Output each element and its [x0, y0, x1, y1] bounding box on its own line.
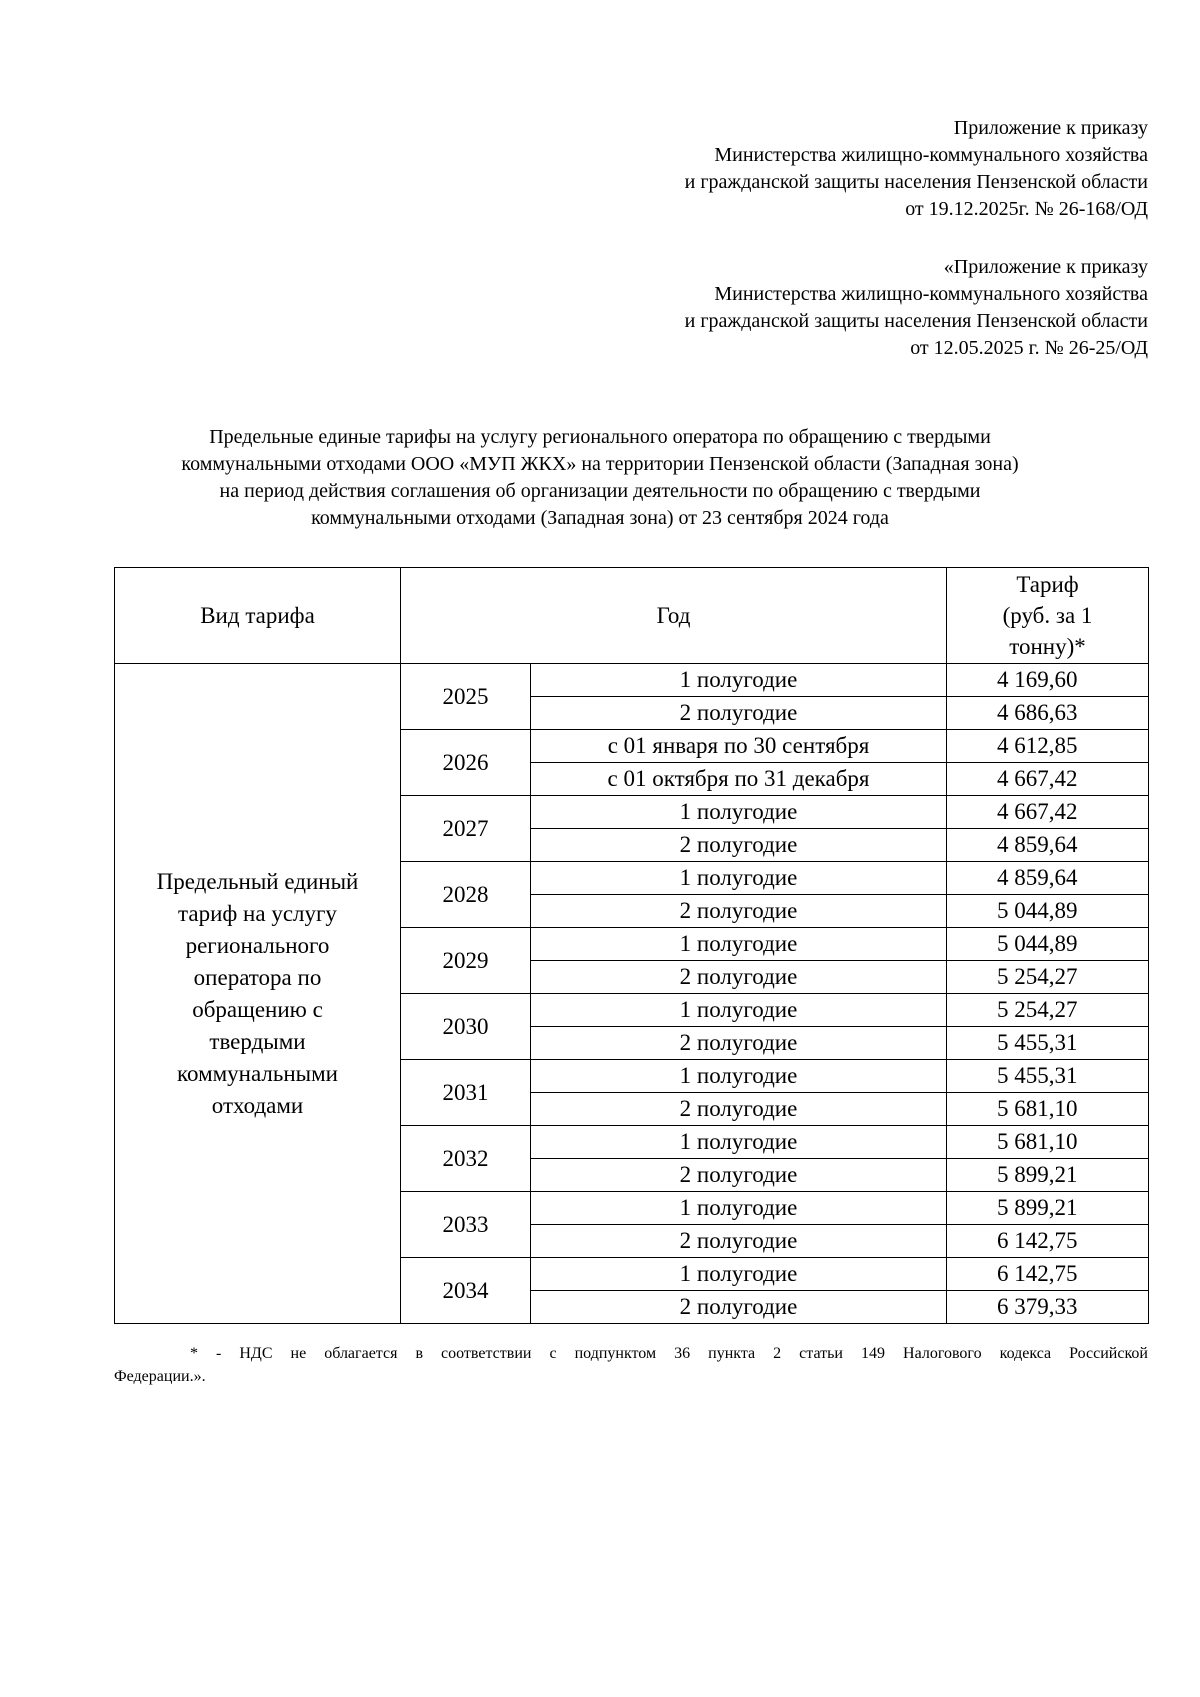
period-cell: 2 полугодие [531, 1159, 947, 1192]
table-row [115, 664, 1149, 697]
period-cell: 2 полугодие [531, 961, 947, 994]
tariff-value-cell: 4 667,42 [947, 796, 1149, 829]
year-cell: 2032 [401, 1126, 531, 1192]
tariff-value-cell: 5 044,89 [947, 895, 1149, 928]
year-cell: 2033 [401, 1192, 531, 1258]
tariff-value-cell: 5 455,31 [947, 1060, 1149, 1093]
tariff-value-cell: 5 899,21 [947, 1159, 1149, 1192]
table-body [115, 664, 1149, 1324]
year-cell: 2027 [401, 796, 531, 862]
period-cell: с 01 октября по 31 декабря [531, 763, 947, 796]
tariff-value-cell: 5 899,21 [947, 1192, 1149, 1225]
tariff-kind-line: тариф на услугу [178, 900, 337, 926]
tariff-value-cell: 5 254,27 [947, 994, 1149, 1027]
title-line: коммунальными отходами (Западная зона) от 23 сентября 2024 года [311, 507, 889, 529]
period-cell: 1 полугодие [531, 1060, 947, 1093]
annex-line: и гражданской защиты населения Пензенской области [684, 171, 1148, 193]
tariff-kind-cell [115, 664, 401, 1324]
annex-line: от 12.05.2025 г. № 26-25/ОД [910, 337, 1148, 359]
period-cell: 2 полугодие [531, 697, 947, 730]
annex-line: «Приложение к приказу [943, 256, 1148, 278]
tariff-value-cell: 5 455,31 [947, 1027, 1149, 1060]
tariff-value-cell: 4 169,60 [947, 664, 1149, 697]
tariff-value-cell: 4 667,42 [947, 763, 1149, 796]
title-line: на период действия соглашения об организации деятельности по обращению с твердыми [219, 480, 981, 502]
annex-line: Приложение к приказу [953, 117, 1148, 139]
title-line: коммунальными отходами ООО «МУП ЖКХ» на территории Пензенской области (Западная зона) [181, 453, 1019, 475]
footnote-line: Федерации.». [114, 1368, 206, 1385]
period-cell: 2 полугодие [531, 895, 947, 928]
document-title [60, 424, 1140, 532]
period-cell: 2 полугодие [531, 1225, 947, 1258]
tariff-kind-line: обращению с [192, 996, 323, 1022]
tariff-value-cell: 4 859,64 [947, 862, 1149, 895]
footnote [114, 1342, 1148, 1388]
period-cell: 2 полугодие [531, 829, 947, 862]
tariff-table [114, 567, 1149, 1324]
year-cell: 2028 [401, 862, 531, 928]
tariff-kind-line: коммунальными [177, 1060, 338, 1086]
year-cell: 2025 [401, 664, 531, 730]
header-tariff [947, 568, 1149, 664]
period-cell: 1 полугодие [531, 1126, 947, 1159]
tariff-kind-line: Предельный единый [156, 868, 359, 894]
period-cell: с 01 января по 30 сентября [531, 730, 947, 763]
annex-line: Министерства жилищно-коммунального хозяйства [714, 144, 1148, 166]
year-cell: 2034 [401, 1258, 531, 1324]
tariff-kind-line: отходами [211, 1092, 304, 1118]
period-cell: 2 полугодие [531, 1027, 947, 1060]
annex-line: Министерства жилищно-коммунального хозяйства [714, 283, 1148, 305]
annex-previous-header [685, 254, 1148, 362]
header-tariff-line: (руб. за 1 [1002, 603, 1093, 628]
header-tariff-line: тонну)* [1009, 634, 1086, 659]
header-tariff-line: Тариф [1016, 572, 1079, 597]
tariff-value-cell: 4 686,63 [947, 697, 1149, 730]
tariff-kind-line: оператора по [193, 964, 322, 990]
tariff-value-cell: 6 142,75 [947, 1225, 1149, 1258]
annex-line: и гражданской защиты населения Пензенской области [684, 310, 1148, 332]
tariff-value-cell: 5 681,10 [947, 1126, 1149, 1159]
tariff-value-cell: 6 379,33 [947, 1291, 1149, 1324]
annex-line: от 19.12.2025г. № 26-168/ОД [905, 198, 1148, 220]
year-cell: 2030 [401, 994, 531, 1060]
tariff-value-cell: 5 681,10 [947, 1093, 1149, 1126]
tariff-kind-line: твердыми [209, 1028, 306, 1054]
period-cell: 1 полугодие [531, 994, 947, 1027]
year-cell: 2026 [401, 730, 531, 796]
period-cell: 1 полугодие [531, 928, 947, 961]
header-tariff-kind: Вид тарифа [115, 568, 401, 664]
tariff-value-cell: 5 044,89 [947, 928, 1149, 961]
period-cell: 1 полугодие [531, 1192, 947, 1225]
table-header-row [115, 568, 1149, 664]
footnote-line: * - НДС не облагается в соответствии с подпунктом 36 пункта 2 статьи 149 Налогового кодекса Российской [190, 1345, 1148, 1362]
tariff-value-cell: 4 612,85 [947, 730, 1149, 763]
period-cell: 1 полугодие [531, 1258, 947, 1291]
tariff-kind-line: регионального [185, 932, 330, 958]
tariff-value-cell: 6 142,75 [947, 1258, 1149, 1291]
period-cell: 1 полугодие [531, 796, 947, 829]
year-cell: 2031 [401, 1060, 531, 1126]
header-year: Год [401, 568, 947, 664]
period-cell: 1 полугодие [531, 862, 947, 895]
annex-current-header [685, 115, 1148, 223]
period-cell: 2 полугодие [531, 1093, 947, 1126]
tariff-value-cell: 5 254,27 [947, 961, 1149, 994]
year-cell: 2029 [401, 928, 531, 994]
tariff-value-cell: 4 859,64 [947, 829, 1149, 862]
period-cell: 1 полугодие [531, 664, 947, 697]
period-cell: 2 полугодие [531, 1291, 947, 1324]
title-line: Предельные единые тарифы на услугу регионального оператора по обращению с твердыми [209, 426, 991, 448]
